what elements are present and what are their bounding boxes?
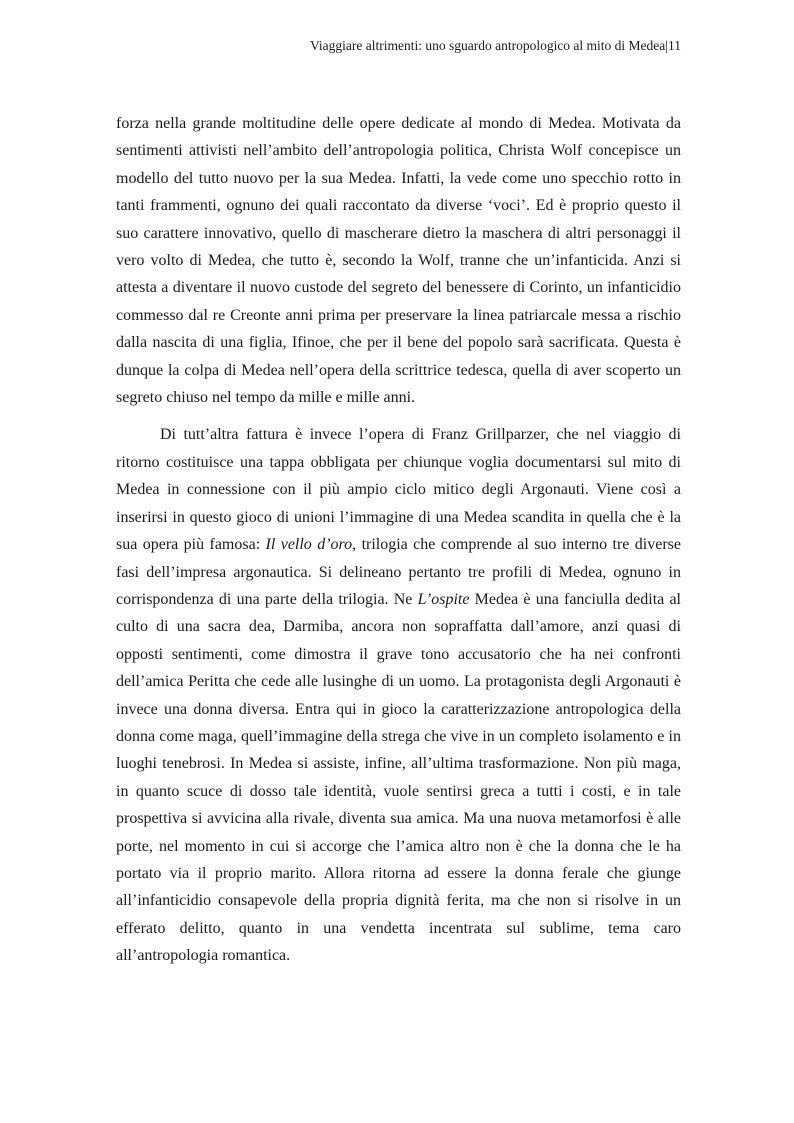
header-separator: | <box>665 38 668 53</box>
paragraph-2-part-2: , trilogia che comprende al suo interno tre diverse fasi dell’impresa argonautica. Si delineano pertanto tre profili di Medea, ognuno in corrispondenza di una parte della trilogia. Ne <box>116 536 682 608</box>
running-header <box>310 37 681 55</box>
book-title-vello-doro: Il vello d’oro <box>265 536 353 554</box>
page-number: 11 <box>668 38 681 53</box>
paragraph-2-part-1: Di tutt’altra fattura è invece l’opera di Franz Grillparzer, che nel viaggio di ritorno costituisce una tappa obbligata per chiunque voglia documentarsi sul mito di Medea in connessione con il più ampio ciclo mitico degli Argonauti. Viene così a inserirsi in questo gioco di unioni l’immagine di una Medea scandita in quella che è la sua opera più famosa: <box>116 426 681 554</box>
paragraph-1: forza nella grande moltitudine delle opere dedicate al mondo di Medea. Motivata da sentimenti attivisti nell’ambito dell’antropologia politica, Christa Wolf concepisce un modello del tutto nuovo per la sua Medea. Infatti, la vede come uno specchio rotto in tanti frammenti, ognuno dei quali raccontato da diverse ‘voci’. Ed è proprio questo il suo carattere innovativo, quello di mascherare dietro la maschera di altri personaggi il vero volto di Medea, che tutto è, secondo la Wolf, tranne che un’infanticida. Anzi si attesta a diventare il nuovo custode del segreto del benessere di Corinto, un infanticidio commesso dal re Creonte anni prima per preservare la linea patriarcale messa a rischio dalla nascita di una figlia, Ifinoe, che per il bene del popolo sarà sacrificata. Questa è dunque la colpa di Medea nell’opera della scrittrice tedesca, quella di aver scoperto un segreto chiuso nel tempo da mille e mille anni. <box>116 115 681 407</box>
running-title: Viaggiare altrimenti: uno sguardo antropologico al mito di Medea <box>309 38 666 53</box>
book-title-lospite: L’ospite <box>417 590 470 608</box>
paragraph-2 <box>116 421 681 969</box>
body-text <box>116 110 681 970</box>
paragraph-2-part-3: Medea è una fanciulla dedita al culto di una sacra dea, Darmiba, ancora non sopraffatta dall’amore, anzi quasi di opposti sentimenti, come dimostra il grave tono accusatorio che ha nei confronti dell’amica Peritta che cede alle lusinghe di un uomo. La protagonista degli Argonauti è invece una donna diversa. Entra qui in gioco la caratterizzazione antropologica della donna come maga, quell’immagine della strega che vive in un completo isolamento e in luoghi tenebrosi. In Medea si assiste, infine, all’ultima trasformazione. Non più maga, in quanto scuce di dosso tale identità, vuole sentirsi greca a tutti i costi, e in tale prospettiva si avvicina alla rivale, diventa sua amica. Ma una nuova metamorfosi è alle porte, nel momento in cui si accorge che l’amica altro non è che la donna che le ha portato via il proprio marito. Allora ritorna ad essere la donna ferale che giunge all’infanticidio consapevole della propria dignità ferita, ma che non si risolve in un efferato delitto, quanto in una vendetta incentrata sul sublime, tema caro all’antropologia romantica. <box>116 590 682 965</box>
